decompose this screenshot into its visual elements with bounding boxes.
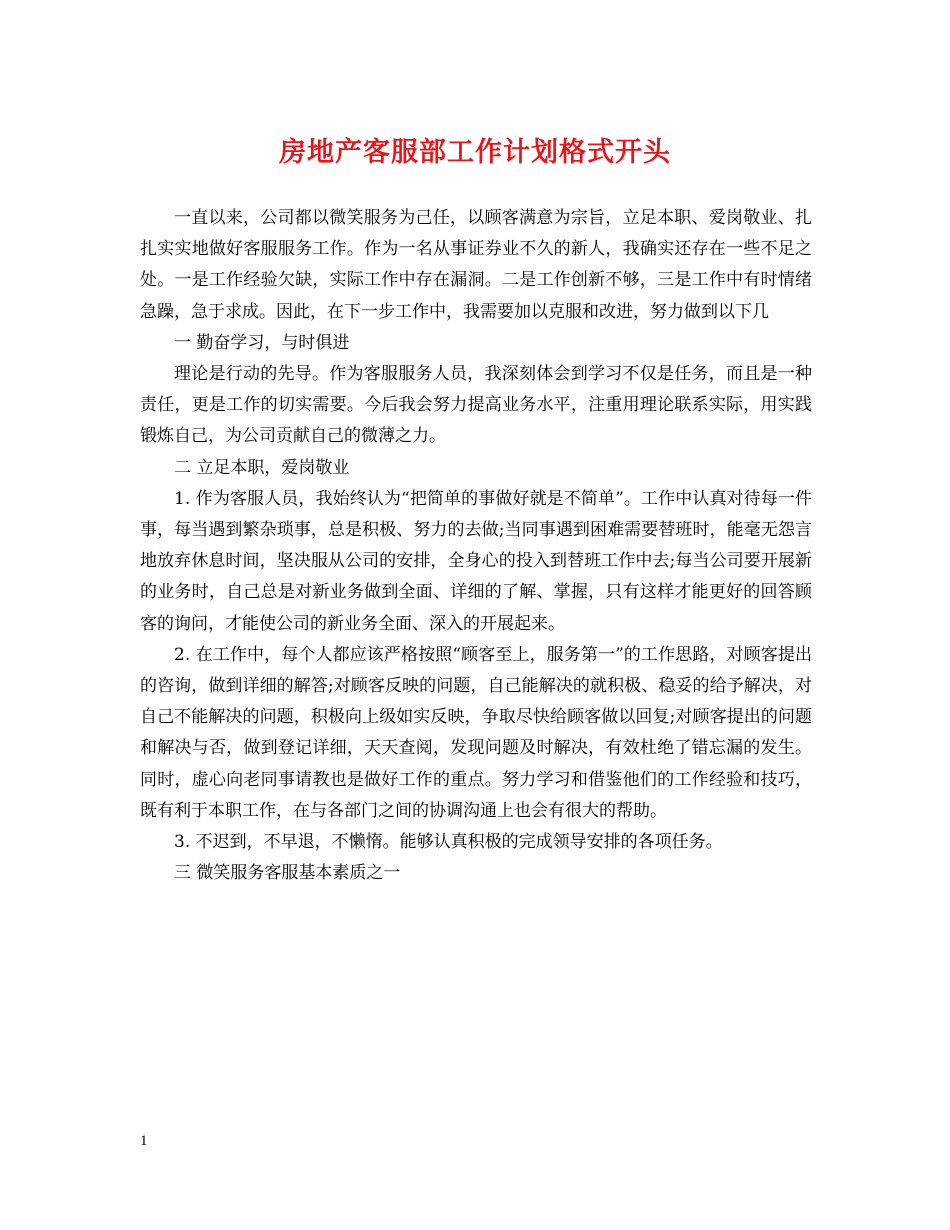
section-heading-2: 二 立足本职，爱岗敬业: [174, 457, 350, 478]
paragraph-intro: 一直以来，公司都以微笑服务为己任，以顾客满意为宗旨，立足本职、爱岗敬业、扎扎实实地做好客服服务工作。作为一名从事证券业不久的新人，我确实还存在一些不足之处。一是工作经验欠缺，实际工作中存在漏洞。二是工作创新不够，三是工作中有时情绪急躁，急于求成。因此，在下一步工作中，我需要加以克服和改进，努力做到以下几: [140, 208, 812, 322]
section-heading-1: 一 勤奋学习，与时俱进: [174, 332, 350, 353]
section-heading-3: 三 微笑服务客服基本素质之一: [174, 863, 401, 884]
document-title: 房地产客服部工作计划格式开头: [279, 137, 671, 168]
paragraph-study: 理论是行动的先导。作为客服服务人员，我深刻体会到学习不仅是任务，而且是一种责任，更是工作的切实需要。今后我会努力提高业务水平，注重用理论联系实际，用实践锻炼自己，为公司贡献自己的微薄之力。: [140, 364, 812, 447]
paragraph-item-3: 3. 不迟到，不早退，不懒惰。能够认真积极的完成领导安排的各项任务。: [174, 832, 723, 853]
paragraph-item-2: 2. 在工作中，每个人都应该严格按照“顾客至上，服务第一”的工作思路，对顾客提出的咨询，做到详细的解答;对顾客反映的问题，自己能解决的就积极、稳妥的给予解决，对自己不能解决的问题，积极向上级如实反映，争取尽快给顾客做以回复;对顾客提出的问题和解决与否，做到登记详细，天天查阅，发现问题及时解决，有效杜绝了错忘漏的发生。同时，虚心向老同事请教也是做好工作的重点。努力学习和借鉴他们的工作经验和技巧，既有利于本职工作，在与各部门之间的协调沟通上也会有很大的帮助。: [140, 644, 812, 821]
paragraph-item-1: 1. 作为客服人员，我始终认为“把简单的事做好就是不简单”。工作中认真对待每一件事，每当遇到繁杂琐事，总是积极、努力的去做;当同事遇到困难需要替班时，能毫无怨言地放弃休息时间，坚决服从公司的安排，全身心的投入到替班工作中去;每当公司要开展新的业务时，自己总是对新业务做到全面、详细的了解、掌握，只有这样才能更好的回答顾客的询问，才能使公司的新业务全面、深入的开展起来。: [140, 488, 812, 634]
document-body: [140, 203, 812, 889]
page-number: 1: [140, 1133, 148, 1149]
